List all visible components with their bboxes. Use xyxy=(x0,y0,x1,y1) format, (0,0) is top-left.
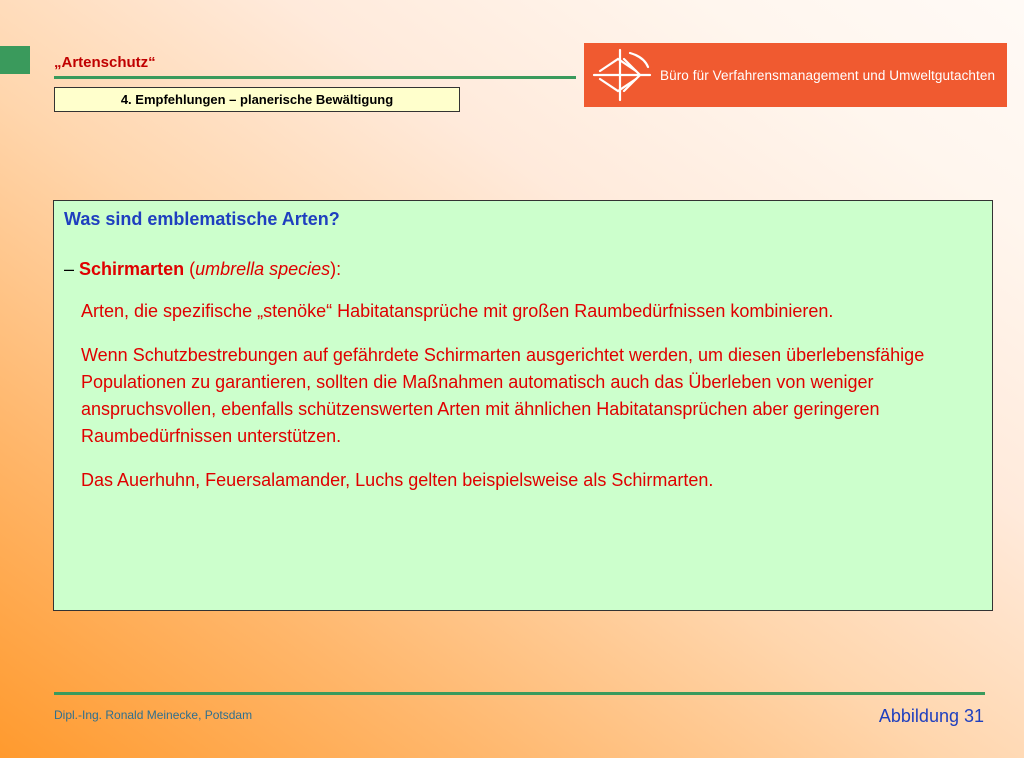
close-paren: ): xyxy=(330,259,342,279)
definition-paragraph: Arten, die spezifische „stenöke“ Habitatansprüche mit großen Raumbedürfnissen kombinieren. xyxy=(81,301,834,321)
slide-title: „Artenschutz“ xyxy=(54,54,156,71)
examples-paragraph: Das Auerhuhn, Feuersalamander, Luchs gelten beispielsweise als Schirmarten. xyxy=(81,470,714,490)
bullet-dash: – xyxy=(64,259,75,279)
content-heading: Was sind emblematische Arten? xyxy=(64,209,340,229)
logo-emblem-icon xyxy=(590,47,654,103)
term-name: Schirmarten xyxy=(79,259,185,279)
explanation-paragraph: Wenn Schutzbestrebungen auf gefährdete Schirmarten ausgerichtet werden, um diesen überlebensfähige Populationen zu garantieren, sollten die Maßnahmen automatisch auch das Überleben von weniger anspruchsvollen, ebenfalls schützenswerten Arten mit ähnlichen Habitatansprüchen aber geringeren Raumbedürfnissen unterstützen. xyxy=(81,345,925,446)
footer-divider xyxy=(54,692,985,695)
page-label: Abbildung 31 xyxy=(878,706,984,726)
content-box xyxy=(53,200,993,611)
term-line xyxy=(64,257,982,281)
header-divider xyxy=(54,76,576,79)
section-label-text: 4. Empfehlungen – planerische Bewältigung xyxy=(120,92,394,107)
company-logo xyxy=(584,43,1007,107)
corner-square-decoration xyxy=(0,46,30,74)
logo-text: Büro für Verfahrensmanagement und Umweltgutachten xyxy=(660,67,996,83)
footer-author: Dipl.-Ing. Ronald Meinecke, Potsdam xyxy=(54,708,253,722)
section-label xyxy=(54,87,460,112)
term-latin: umbrella species xyxy=(195,259,331,279)
open-paren: ( xyxy=(184,259,196,279)
